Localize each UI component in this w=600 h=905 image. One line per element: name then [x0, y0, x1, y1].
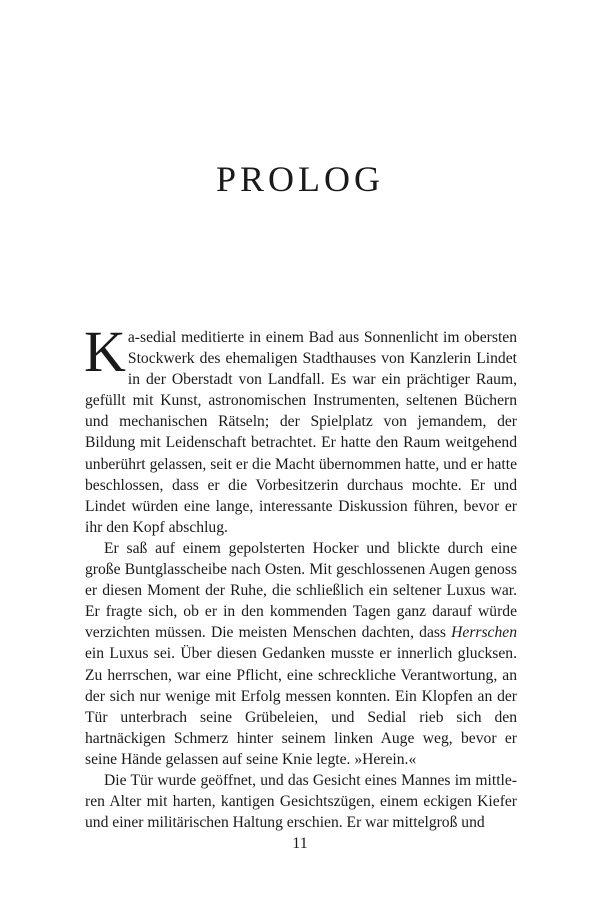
body-text [84, 319, 517, 833]
paragraph-1-text: a-sedial meditierte in einem Bad aus Sonnenlicht im obersten Stockwerk des ehemaligen Stadthauses von Kanzlerin Lindet in der Oberstadt von Landfall. Es war ein prächtiger Raum, gefüllt mit Kunst, astronomischen Instrumenten, seltenen Büchern und mechanischen Rätseln; der Spielplatz von jemandem, der Bildung mit Leidenschaft betrachtet. Er hatte den Raum weitgehend unberührt gelassen, seit er die Macht übernommen hatte, und er hatte beschlossen, dass er die Vorbesitzerin durchaus mochte. Er und Lindet würden eine lange, interessante Diskussion führen, bevor er ihr den Kopf abschlug. [85, 329, 517, 536]
page-number: 11 [292, 835, 308, 852]
paragraph-3-text: Die Tür wurde geöffnet, und das Gesicht eines Mannes im mittleren Alter mit harten, kantigen Gesichtszügen, einem eckigen Kiefer und einer militärischen Haltung erschien. Er war mittelgroß und [85, 771, 517, 832]
drop-cap: K [84, 319, 126, 384]
paragraph-2-text-after: ein Luxus sei. Über diesen Gedanken musste er innerlich glucksen. Zu herrschen, war eine Pflicht, eine schreckliche Verantwortung, an der sich nur wenige mit Erfolg messen konnten. Ein Klopfen an der Tür unterbrach seine Grübeleien, und Sedial rieb sich den hartnäckigen Schmerz hinter seinem linken Auge weg, bevor er seine Hände gelassen auf seine Knie legte. »Herein.« [85, 645, 517, 768]
paragraph-3 [85, 770, 517, 833]
paragraph-2 [85, 538, 517, 770]
chapter-title: PROLOG [215, 159, 385, 199]
paragraph-2-text-before: Er saß auf einem gepolsterten Hocker und blickte durch eine große Buntglasscheibe nach Osten. Mit geschlossenen Augen genoss er diesen Moment der Ruhe, die schließlich ein seltener Luxus war. Er fragte sich, ob er in den kommenden Tagen ganz darauf würde verzichten müssen. Die meisten Menschen dachten, dass [85, 539, 517, 642]
paragraph-1 [84, 319, 517, 538]
paragraph-2-emphasis: Herrschen [451, 624, 517, 642]
